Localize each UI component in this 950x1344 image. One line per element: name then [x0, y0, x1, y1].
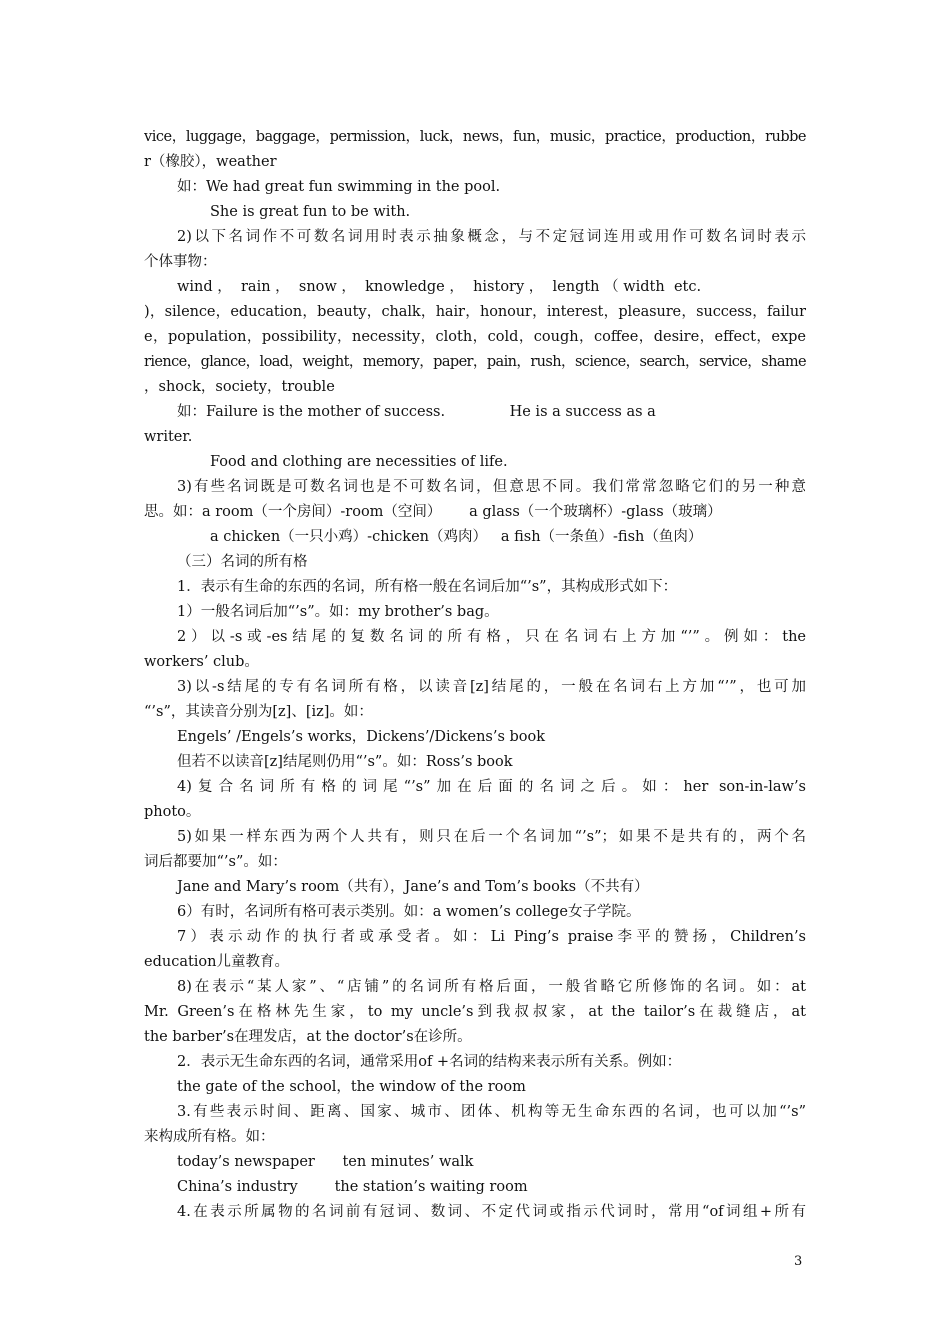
text-line: 3)有些名词既是可数名词也是不可数名词，但意思不同。我们常常忽略它们的另一种意 — [177, 479, 806, 495]
text-line: China’s industry the station’s waiting room — [177, 1179, 528, 1195]
text-line: 2)以下名词作不可数名词用时表示抽象概念，与不定冠词连用或用作可数名词时表示 — [177, 229, 806, 245]
section-heading: （三）名词的所有格 — [177, 554, 308, 570]
page-number: 3 — [794, 1254, 803, 1269]
text-line: today’s newspaper ten minutes’ walk — [177, 1154, 474, 1170]
text-line: 2．表示无生命东西的名词，通常采用of +名词的结构来表示所有关系。例如： — [177, 1054, 682, 1070]
text-line: vice，luggage，baggage，permission，luck，news，fun，music，practice，production，rubbe — [144, 129, 806, 145]
text-line: 8)在表示“某人家”、“店铺”的名词所有格后面，一般省略它所修饰的名词。如：at — [177, 979, 806, 995]
text-line: photo。 — [144, 804, 201, 820]
text-line: workers’ club。 — [144, 654, 259, 670]
text-line: 4.在表示所属物的名词前有冠词、数词、不定代词或指示代词时，常用“of词组+所有 — [177, 1204, 806, 1220]
text-line: 个体事物： — [144, 254, 217, 270]
text-line: Jane and Mary’s room（共有），Jane’s and Tom’s books（不共有） — [177, 879, 649, 895]
text-line: 词后都要加“’s”。如： — [144, 854, 287, 870]
text-line: wind ， rain ， snow ， knowledge ， history ， length （ width etc. — [177, 279, 702, 295]
text-line: 6）有时，名词所有格可表示类别。如：a women’s college女子学院。 — [177, 904, 641, 920]
text-line: 但若不以读音[z]结尾则仍用“’s”。如：Ross’s book — [177, 754, 513, 770]
text-line: writer. — [144, 429, 193, 445]
text-line: 2）以-s或-es结尾的复数名词的所有格，只在名词右上方加“’”。例如：the — [177, 629, 806, 645]
text-line: “’s”，其读音分别为[z]、[iz]。如： — [144, 704, 373, 720]
text-line: 思。如：a room（一个房间）-room（空间） a glass（一个玻璃杯）-glass（玻璃） — [144, 504, 722, 520]
text-line: Engels’ /Engels’s works，Dickens’/Dickens’s book — [177, 729, 546, 745]
text-line: )，silence，education，beauty，chalk，hair，honour，interest，pleasure，success，failur — [144, 304, 806, 320]
text-line: e，population，possibility，necessity，cloth，cold，cough，coffee，desire，effect，expe — [144, 329, 806, 345]
text-line: a chicken（一只小鸡）-chicken（鸡肉） a fish（一条鱼）-fish（鱼肉） — [210, 529, 703, 545]
text-line: education儿童教育。 — [144, 954, 289, 970]
text-line: the barber’s在理发店，at the doctor’s在诊所。 — [144, 1029, 472, 1045]
text-line: the gate of the school，the window of the room — [177, 1079, 526, 1095]
text-line: She is great fun to be with. — [210, 204, 411, 220]
text-line: 7）表示动作的执行者或承受者。如：Li Ping’s praise李平的赞扬，Children’s — [177, 929, 806, 945]
text-line: 如：Failure is the mother of success. He is a success as a — [177, 404, 656, 420]
text-line: ，shock，society，trouble — [144, 379, 335, 395]
text-line: 3.有些表示时间、距离、国家、城市、团体、机构等无生命东西的名词，也可以加“’s” — [177, 1104, 806, 1120]
text-line: Mr. Green’s在格林先生家，to my uncle’s到我叔叔家，at the tailor’s在裁缝店，at — [144, 1004, 806, 1020]
text-line: rience，glance，load，weight，memory，paper，pain，rush，science，search，service，shame — [144, 354, 806, 370]
text-line: 5)如果一样东西为两个人共有，则只在后一个名词加“’s”；如果不是共有的，两个名 — [177, 829, 806, 845]
text-line: r（橡胶），weather — [144, 154, 277, 170]
text-line: Food and clothing are necessities of life. — [210, 454, 508, 470]
text-line: 来构成所有格。如： — [144, 1129, 275, 1145]
text-line: 1．表示有生命的东西的名词，所有格一般在名词后加“’s”，其构成形式如下： — [177, 579, 678, 595]
text-line: 如：We had great fun swimming in the pool. — [177, 179, 501, 195]
text-line: 4)复合名词所有格的词尾“’s”加在后面的名词之后。如：her son-in-law’s — [177, 779, 806, 795]
text-line: 1）一般名词后加“’s”。如：my brother’s bag。 — [177, 604, 499, 620]
text-line: 3)以-s结尾的专有名词所有格，以读音[z]结尾的，一般在名词右上方加“’”，也可加 — [177, 679, 806, 695]
